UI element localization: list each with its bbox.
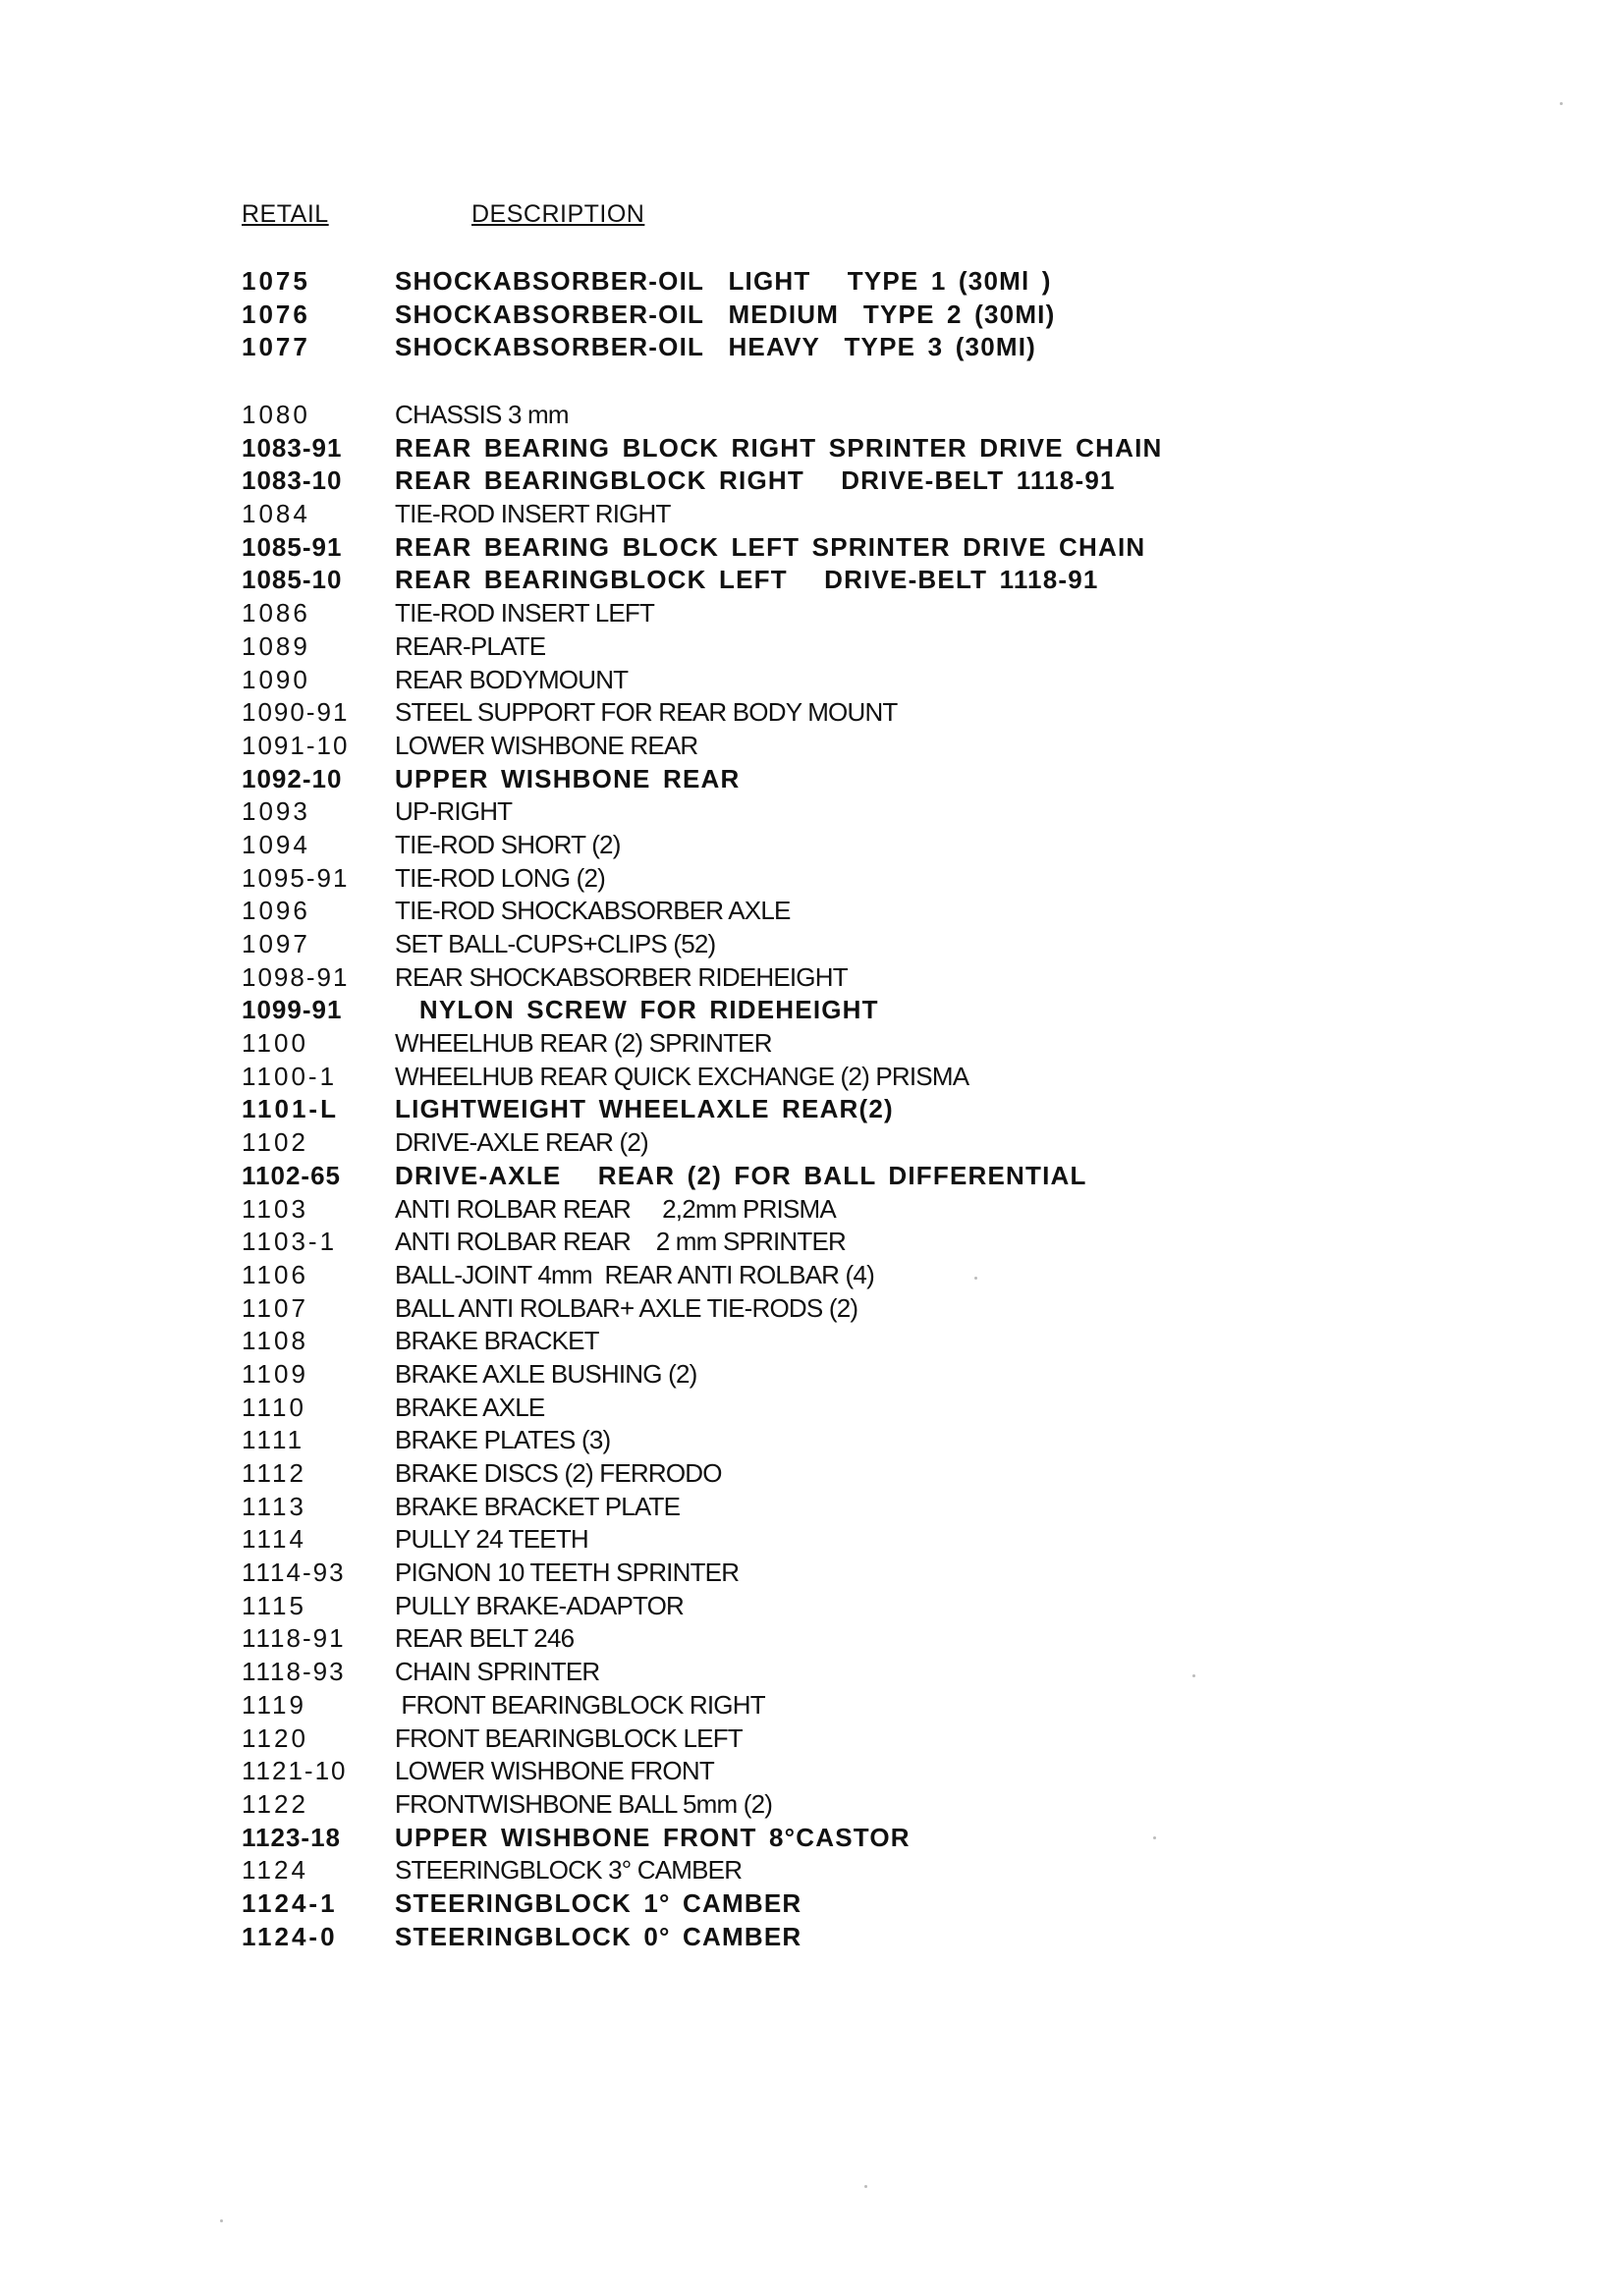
item-code: 1083-91	[242, 432, 343, 463]
item-description: SHOCKABSORBER-OIL MEDIUM TYPE 2 (30MI)	[395, 299, 1056, 329]
column-header	[242, 200, 929, 240]
item-description: BRAKE DISCS (2) FERRODO	[395, 1458, 722, 1488]
list-item	[242, 1854, 1519, 1887]
item-description: PULLY BRAKE-ADAPTOR	[395, 1590, 685, 1620]
parts-items-list	[242, 399, 1519, 1953]
scan-speck	[220, 2219, 223, 2222]
list-item	[242, 299, 1519, 332]
list-item	[242, 696, 1519, 730]
item-code: 1110	[242, 1392, 306, 1422]
item-code: 1112	[242, 1458, 306, 1488]
item-description: DRIVE-AXLE REAR (2) FOR BALL DIFFERENTIAL	[395, 1160, 1087, 1190]
item-code: 1124-0	[242, 1921, 338, 1951]
list-item	[242, 1126, 1519, 1160]
item-description: PIGNON 10 TEETH SPRINTER	[395, 1558, 740, 1588]
item-code: 1114	[242, 1524, 306, 1555]
item-code: 1107	[242, 1292, 308, 1323]
list-item	[242, 1292, 1519, 1326]
scan-speck	[1560, 102, 1563, 105]
list-item	[242, 862, 1519, 896]
item-code: 1120	[242, 1722, 308, 1753]
item-code: 1092-10	[242, 763, 343, 793]
item-description: REAR BELT 246	[395, 1623, 575, 1654]
item-description: WHEELHUB REAR (2) SPRINTER	[395, 1028, 772, 1059]
item-description: UPPER WISHBONE REAR	[395, 763, 741, 793]
item-code: 1095-91	[242, 862, 350, 893]
list-item	[242, 1622, 1519, 1656]
item-description: REAR-PLATE	[395, 630, 546, 661]
item-description: LOWER WISHBONE FRONT	[395, 1756, 714, 1786]
list-item	[242, 1722, 1519, 1756]
item-code: 1099-91	[242, 995, 343, 1025]
item-description: STEEL SUPPORT FOR REAR BODY MOUNT	[395, 697, 898, 728]
retail-column-label: RETAIL	[242, 200, 329, 228]
list-item	[242, 1788, 1519, 1822]
item-description: BRAKE PLATES (3)	[395, 1425, 611, 1455]
item-description: PULLY 24 TEETH	[395, 1524, 588, 1555]
item-code: 1122	[242, 1788, 308, 1819]
item-description: DRIVE-AXLE REAR (2)	[395, 1127, 648, 1158]
item-code: 1091-10	[242, 730, 350, 760]
item-code: 1102	[242, 1127, 308, 1158]
item-description: NYLON SCREW FOR RIDEHEIGHT	[395, 995, 879, 1025]
item-code: 1118-91	[242, 1623, 346, 1654]
item-code: 1114-93	[242, 1558, 346, 1588]
item-description: FRONT BEARINGBLOCK LEFT	[395, 1722, 743, 1753]
list-item	[242, 829, 1519, 862]
item-description: TIE-ROD INSERT LEFT	[395, 598, 655, 629]
list-item	[242, 1822, 1519, 1855]
list-item	[242, 1093, 1519, 1126]
item-code: 1100-1	[242, 1061, 338, 1091]
list-item	[242, 1424, 1519, 1457]
list-item	[242, 564, 1519, 597]
item-description: REAR SHOCKABSORBER RIDEHEIGHT	[395, 961, 848, 992]
list-item	[242, 730, 1519, 763]
item-description: CHASSIS 3 mm	[395, 400, 569, 429]
item-description: REAR BEARING BLOCK LEFT SPRINTER DRIVE CHAIN	[395, 531, 1146, 562]
item-code: 1100	[242, 1028, 308, 1059]
item-description: LOWER WISHBONE REAR	[395, 730, 698, 760]
item-description: CHAIN SPRINTER	[395, 1657, 600, 1687]
item-code: 1094	[242, 829, 310, 859]
list-item	[242, 1160, 1519, 1193]
item-code: 1086	[242, 598, 310, 629]
scan-speck	[864, 2185, 867, 2188]
list-item	[242, 597, 1519, 630]
item-description: BRAKE BRACKET	[395, 1326, 599, 1356]
item-description: BRAKE AXLE	[395, 1392, 545, 1422]
item-code: 1121-10	[242, 1756, 348, 1786]
item-description: BRAKE AXLE BUSHING (2)	[395, 1358, 697, 1389]
item-code: 1101-L	[242, 1094, 339, 1124]
item-code: 1118-93	[242, 1657, 346, 1687]
item-description: REAR BEARING BLOCK RIGHT SPRINTER DRIVE CHAIN	[395, 432, 1163, 463]
item-code: 1089	[242, 630, 310, 661]
item-code: 1124-1	[242, 1887, 338, 1918]
item-code: 1075	[242, 266, 310, 296]
item-description: BALL ANTI ROLBAR+ AXLE TIE-RODS (2)	[395, 1292, 858, 1323]
scan-speck	[974, 1277, 977, 1280]
oil-items-list	[242, 265, 1519, 364]
list-item	[242, 1392, 1519, 1425]
list-item	[242, 331, 1519, 364]
item-description: TIE-ROD LONG (2)	[395, 862, 605, 893]
item-code: 1097	[242, 929, 310, 958]
list-item	[242, 1325, 1519, 1358]
list-item	[242, 994, 1519, 1027]
item-code: 1103-1	[242, 1227, 338, 1257]
item-description: STEERINGBLOCK 1° CAMBER	[395, 1887, 802, 1918]
item-code: 1115	[242, 1590, 306, 1620]
item-description: BALL-JOINT 4mm REAR ANTI ROLBAR (4)	[395, 1259, 874, 1289]
item-description: TIE-ROD INSERT RIGHT	[395, 499, 671, 529]
list-item	[242, 1193, 1519, 1227]
item-description: ANTI ROLBAR REAR 2,2mm PRISMA	[395, 1193, 836, 1224]
list-item	[242, 1921, 1519, 1954]
list-item	[242, 1656, 1519, 1689]
item-code: 1123-18	[242, 1822, 341, 1852]
scan-speck	[1153, 1836, 1156, 1839]
list-item	[242, 795, 1519, 829]
list-item	[242, 1061, 1519, 1094]
list-item	[242, 961, 1519, 995]
item-code: 1090	[242, 664, 310, 694]
item-description: ANTI ROLBAR REAR 2 mm SPRINTER	[395, 1227, 847, 1257]
list-item	[242, 763, 1519, 796]
item-code: 1108	[242, 1326, 308, 1356]
item-description: UPPER WISHBONE FRONT 8°CASTOR	[395, 1822, 911, 1852]
item-description: TIE-ROD SHORT (2)	[395, 829, 621, 859]
list-item	[242, 1557, 1519, 1590]
item-code: 1096	[242, 896, 310, 926]
item-code: 1084	[242, 499, 310, 529]
list-item	[242, 1887, 1519, 1921]
item-code: 1085-10	[242, 565, 343, 595]
item-code: 1102-65	[242, 1160, 341, 1190]
item-code: 1085-91	[242, 531, 343, 562]
item-description: REAR BEARINGBLOCK RIGHT DRIVE-BELT 1118-91	[395, 465, 1116, 496]
list-item	[242, 1590, 1519, 1623]
item-code: 1111	[242, 1425, 305, 1455]
item-code: 1090-91	[242, 697, 350, 728]
list-item	[242, 265, 1519, 299]
item-code: 1113	[242, 1491, 306, 1521]
item-description: REAR BODYMOUNT	[395, 664, 629, 694]
item-description: SHOCKABSORBER-OIL LIGHT TYPE 1 (30Ml )	[395, 266, 1052, 296]
list-item	[242, 1755, 1519, 1788]
description-column-label: DESCRIPTION	[471, 200, 645, 228]
item-description: BRAKE BRACKET PLATE	[395, 1491, 681, 1521]
list-item	[242, 1226, 1519, 1259]
list-item	[242, 1457, 1519, 1491]
item-description: FRONTWISHBONE BALL 5mm (2)	[395, 1788, 773, 1819]
list-item	[242, 432, 1519, 465]
list-item	[242, 1027, 1519, 1061]
item-code: 1106	[242, 1259, 308, 1289]
item-description: WHEELHUB REAR QUICK EXCHANGE (2) PRISMA	[395, 1061, 969, 1091]
item-description: TIE-ROD SHOCKABSORBER AXLE	[395, 896, 791, 926]
item-description: REAR BEARINGBLOCK LEFT DRIVE-BELT 1118-91	[395, 565, 1099, 595]
list-item	[242, 498, 1519, 531]
item-code: 1124	[242, 1855, 308, 1886]
item-code: 1083-10	[242, 465, 343, 496]
list-item	[242, 1259, 1519, 1292]
item-code: 1119	[242, 1689, 306, 1720]
item-code: 1093	[242, 796, 310, 827]
scan-speck	[1192, 1674, 1195, 1677]
list-item	[242, 928, 1519, 961]
item-description: STEERINGBLOCK 0° CAMBER	[395, 1921, 802, 1951]
list-item	[242, 1491, 1519, 1524]
list-item	[242, 465, 1519, 498]
item-description: UP-RIGHT	[395, 796, 513, 827]
item-code: 1077	[242, 332, 310, 362]
item-code: 1109	[242, 1358, 308, 1389]
item-description: LIGHTWEIGHT WHEELAXLE REAR(2)	[395, 1094, 894, 1124]
item-description: SET BALL-CUPS+CLIPS (52)	[395, 929, 716, 958]
list-item	[242, 1358, 1519, 1392]
item-code: 1080	[242, 400, 310, 429]
list-item	[242, 664, 1519, 697]
list-item	[242, 1523, 1519, 1557]
list-item	[242, 399, 1519, 432]
item-code: 1103	[242, 1193, 308, 1224]
list-item	[242, 531, 1519, 565]
item-description: STEERINGBLOCK 3° CAMBER	[395, 1855, 743, 1886]
item-code: 1076	[242, 299, 310, 329]
item-description: FRONT BEARINGBLOCK RIGHT	[395, 1689, 765, 1720]
item-code: 1098-91	[242, 961, 350, 992]
item-description: SHOCKABSORBER-OIL HEAVY TYPE 3 (30MI)	[395, 332, 1037, 362]
list-item	[242, 1689, 1519, 1722]
list-item	[242, 630, 1519, 664]
list-item	[242, 895, 1519, 928]
